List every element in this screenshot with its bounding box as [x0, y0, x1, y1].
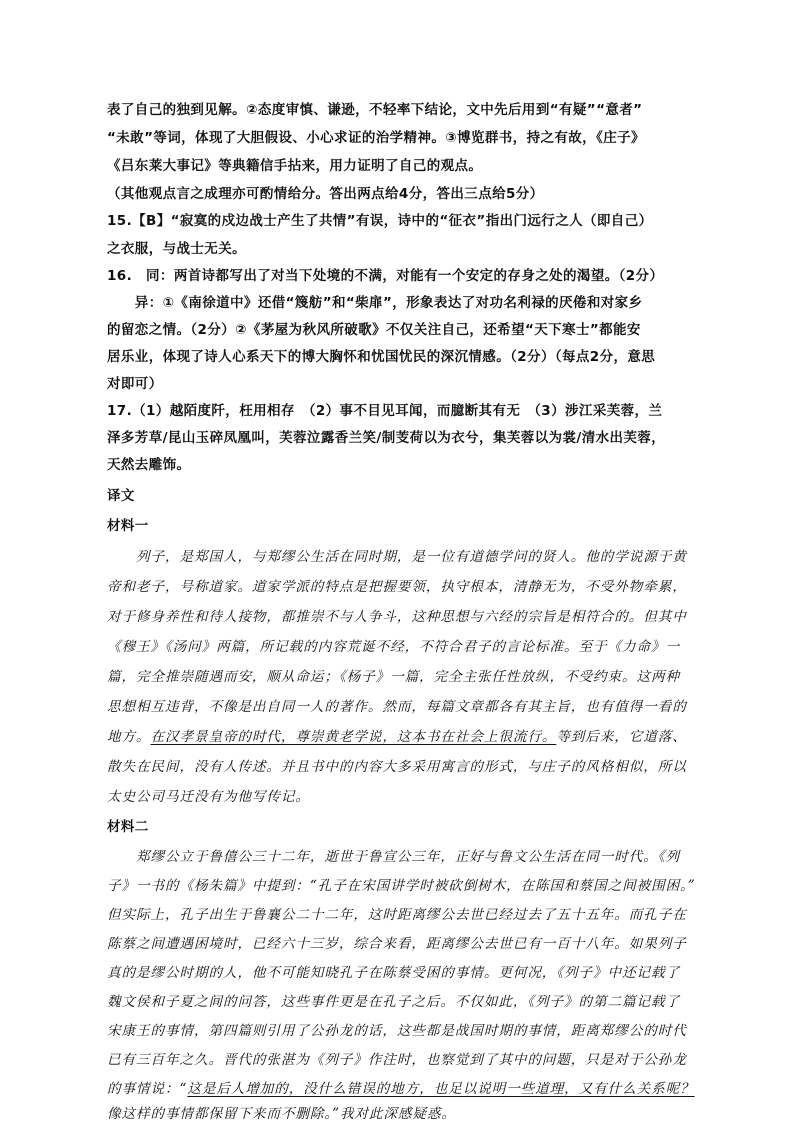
- answer-line: 表了自己的独到见解。②态度审慎、谦逊，不轻率下结论，文中先后用到“有疑”“意者”: [107, 102, 643, 118]
- material-2-heading: 材料二: [107, 819, 149, 835]
- answer-line: 居乐业，体现了诗人心系天下的博大胸怀和忧国忧民的深沉情感。（2分）（每点2分，意思: [107, 349, 656, 365]
- translation-heading: 译文: [107, 488, 135, 504]
- answer-line: 异：①《南徐道中》还借“篾舫”和“柴扉”，形象表达了对功名利禄的厌倦和对家乡: [107, 295, 643, 311]
- text-segment: 的事情说：“: [107, 1081, 188, 1097]
- answer-line: 的留恋之情。（2分）②《茅屋为秋风所破歌》不仅关注自己，还希望“天下寒士”都能安: [107, 322, 641, 338]
- answer-line: 泽多芳草/昆山玉碎凤凰叫，芙蓉泣露香兰笑/制芰荷以为衣兮，集芙蓉以为裳/清水出芙蓉，: [107, 430, 666, 446]
- material-1-line: 太史公司马迁没有为他写传记。: [107, 789, 310, 805]
- material-2-line: [107, 1075, 695, 1103]
- answer-line: （其他观点言之成理亦可酌情给分。答出两点给4分，答出三点给5分）: [107, 186, 544, 202]
- material-1-line: [107, 723, 687, 751]
- answer-line: 天然去雕饰。: [107, 457, 191, 473]
- material-1-line: 《穆王》《汤问》两篇，所记载的内容荒诞不经，不符合君子的言论标准。至于《力命》一: [107, 639, 680, 655]
- material-2-line: 郑缪公立于鲁僖公三十二年，逝世于鲁宣公三年，正好与鲁文公生活在同一时代。《列: [107, 849, 680, 865]
- material-2-line: 子》一书的《杨朱篇》中提到：“孔子在宋国讲学时被砍倒树木，在陈国和蔡国之间被围困。”: [107, 878, 696, 894]
- material-2-line: 已有三百年之久。晋代的张湛为《列子》作注时，也察觉到了其中的问题，只是对于公孙龙: [107, 1052, 687, 1068]
- material-1-line: 散失在民间，没有人传述。并且书中的内容大多采用寓言的形式，与庄子的风格相似，所以: [107, 759, 687, 775]
- material-1-line: 对于修身养性和待人接物，都推崇不与人争斗，这种思想与六经的宗旨是相符合的。但其中: [107, 609, 687, 625]
- answer-line: “未敢”等词，体现了大胆假设、小心求证的治学精神。③博览群书，持之有故，《庄子》: [107, 130, 645, 146]
- answer-15: 15.【B】“寂寞的戍边战士产生了共情”有误，诗中的“征衣”指出门远行之人（即自己）: [107, 213, 653, 229]
- answer-line: 之衣服，与战士无关。: [107, 241, 246, 257]
- material-2-line: 像这样的事情都保留下来而不删除。”我对此深感疑惑。: [107, 1106, 456, 1122]
- text-segment: 等到后来，它道落、: [556, 729, 687, 745]
- material-2-line: 魏文侯和子夏之间的问答，这些事件更是在孔子之后。不仅如此，《列子》的第二篇记载了: [107, 994, 680, 1010]
- underlined-sentence: 在汉孝景皇帝的时代，尊崇黄老学说，这本书在社会上很流行。: [150, 729, 557, 745]
- material-1-line: 列子，是郑国人，与郑缪公生活在同时期，是一位有道德学问的贤人。他的学说源于黄: [107, 549, 687, 565]
- material-1-line: 篇，完全推崇随遇而安，顺从命运；《杨子》一篇，完全主张任性放纵，不受约束。这两种: [107, 669, 680, 685]
- answer-17: 17.（1）越陌度阡，枉用相存 （2）事不目见耳闻，而臆断其有无 （3）涉江采芙蓉，兰: [107, 403, 663, 419]
- material-1-heading: 材料一: [107, 518, 149, 534]
- material-2-line: 但实际上，孔子出生于鲁襄公二十二年，这时距离缪公去世已经过去了五十五年。而孔子在: [107, 907, 687, 923]
- underlined-quote: 这是后人增加的，没什么错误的地方，也足以说明一些道理，又有什么关系呢？: [187, 1081, 695, 1097]
- material-2-line: 宋康王的事情，第四篇则引用了公孙龙的话，这些都是战国时期的事情，距离郑缪公的时代: [107, 1023, 687, 1039]
- material-2-line: 真的是缪公时期的人，他不可能知晓孔子在陈蔡受困的事情。更何况，《列子》中还记载了: [107, 965, 680, 981]
- answer-16: 16. 同：两首诗都写出了对当下处境的不满，对能有一个安定的存身之处的渴望。（2分）: [107, 268, 664, 284]
- material-1-line: 帝和老子，号称道家。道家学派的特点是把握要领，执守根本，清静无为，不受外物牵累，: [107, 579, 687, 595]
- answer-line: 对即可）: [107, 376, 163, 392]
- material-2-line: 陈蔡之间遭遇困境时，已经六十三岁，综合来看，距离缪公去世已有一百十八年。如果列子: [107, 936, 687, 952]
- answer-line: 《吕东莱大事记》等典籍信手拈来，用力证明了自己的观点。: [107, 158, 483, 174]
- text-segment: 地方。: [107, 729, 151, 745]
- material-1-line: 思想相互违背，不像是出自同一人的著作。然而，每篇文章都各有其主旨，也有值得一看的: [107, 699, 687, 715]
